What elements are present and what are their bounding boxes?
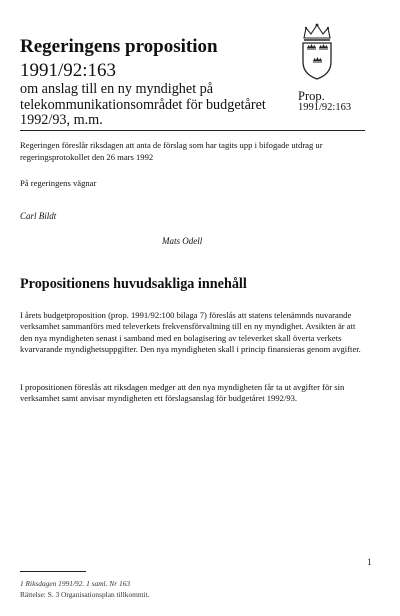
summary-paragraph-2: I propositionen föreslås att riksdagen medger att den nya myndigheten får ta ut avgifter för sin verksamhet samt anvisar myndigheten ett förslagsanslag för budgetåret 1992/93. <box>20 382 345 404</box>
document-title: Regeringens proposition <box>20 36 218 57</box>
proposition-number: 1991/92:163 <box>20 60 117 81</box>
prop-number-side: 1991/92:163 <box>298 102 352 113</box>
signature-minister: Mats Odell <box>162 236 203 246</box>
intro-text: Regeringen föreslår riksdagen att anta de förslag som har tagits upp i bifogade utdrag ur regeringsprotokollet den 26 mars 1992 <box>20 140 323 162</box>
signature-prime-minister: Carl Bildt <box>20 211 57 221</box>
footer-citation: 1 Riksdagen 1991/92. 1 saml. Nr 163 <box>20 579 131 588</box>
section-title: Propositionens huvudsakliga innehåll <box>20 276 247 292</box>
swedish-coat-of-arms-icon <box>296 22 338 82</box>
footer-correction: Rättelse: S. 3 Organisationsplan tillkommit. <box>20 590 150 599</box>
document-subtitle: om anslag till en ny myndighet på telekommunikationsområdet för budgetåret 1992/93, m.m. <box>20 81 266 129</box>
page-number: 1 <box>367 557 372 567</box>
header-divider <box>20 130 365 131</box>
footer-divider <box>20 571 86 572</box>
summary-paragraph-1: I årets budgetproposition (prop. 1991/92:100 bilaga 7) föreslås att statens telenämnds nuvarande verksamhet sammanförs med televerkets frekvensförvaltning till en ny myndighet. Avsikten är att den nya myndigheten senast i samband med en bolagisering av televerket skall överta verkets kvarvarande myndighetsuppgifter. Den nya myndigheten skall i princip finansieras genom avgifter. <box>20 310 361 355</box>
behalf-text: På regeringens vägnar <box>20 178 97 188</box>
prop-label: Prop. <box>298 89 325 103</box>
